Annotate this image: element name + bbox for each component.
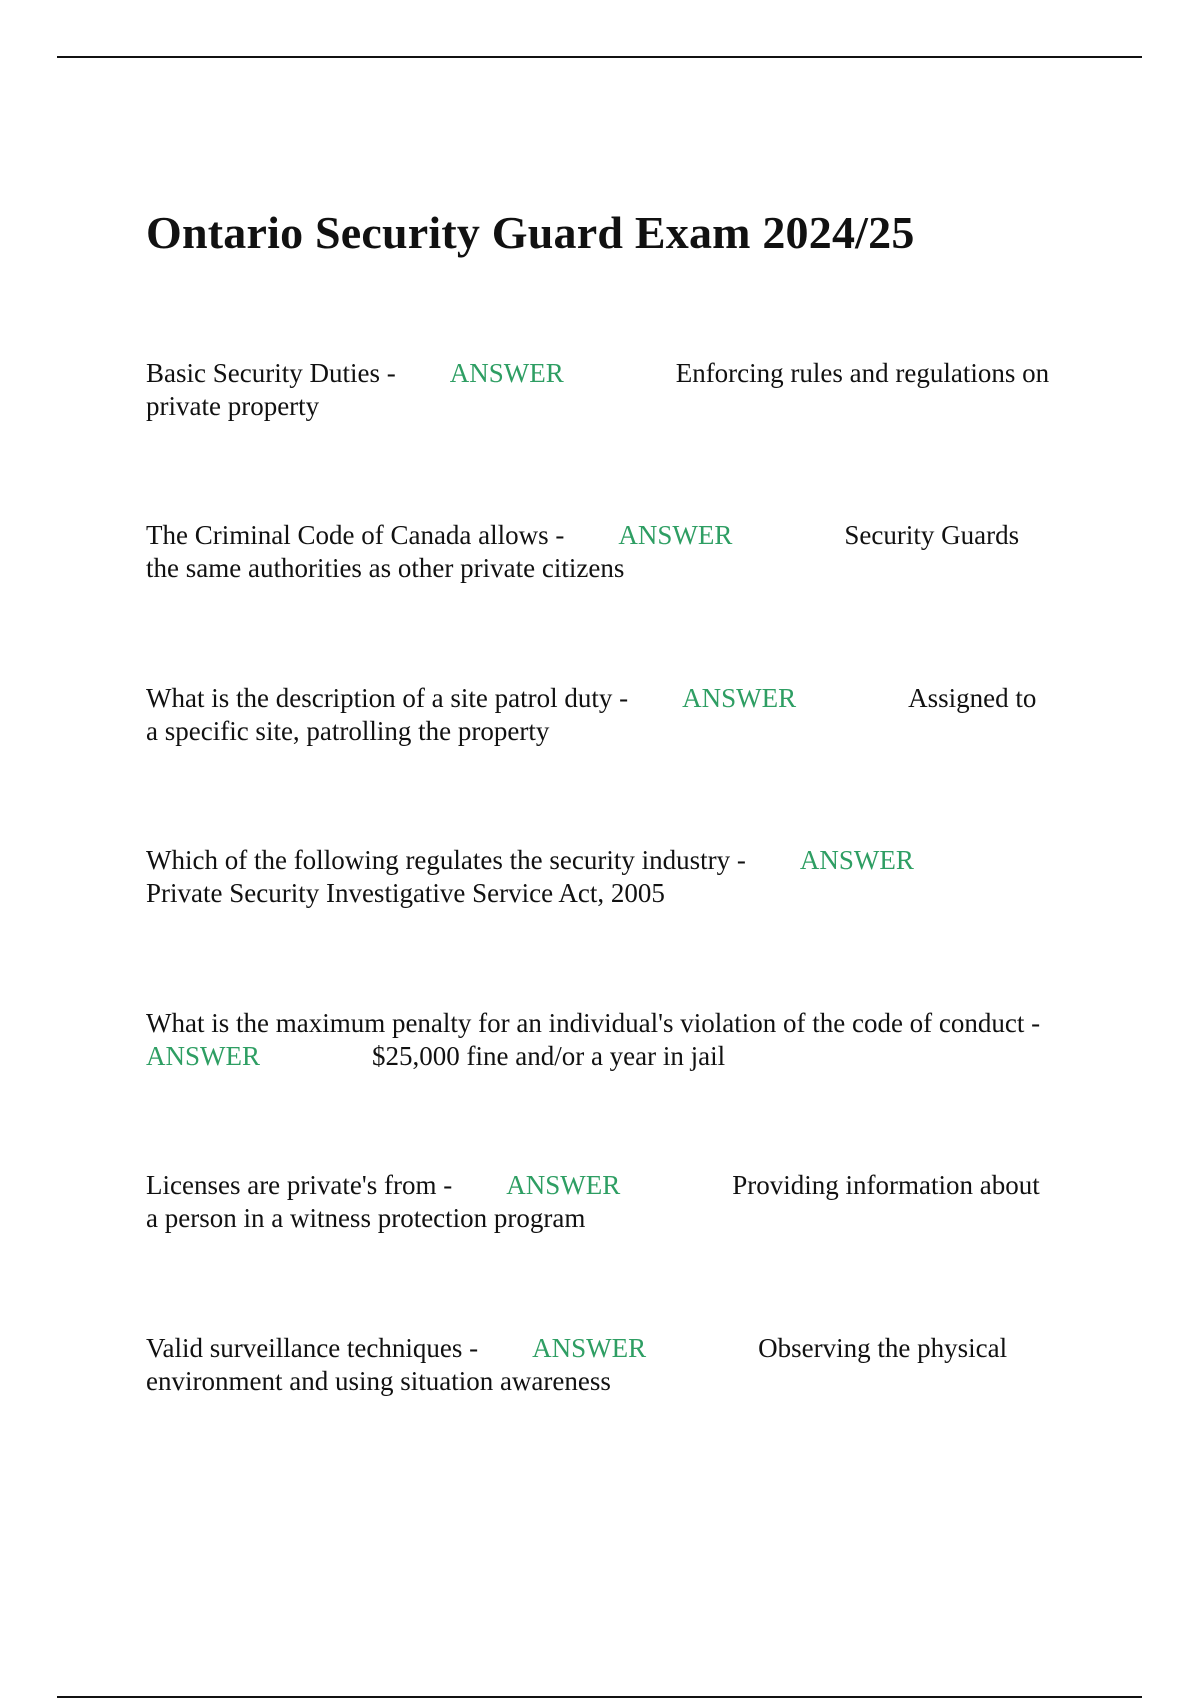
answer-continuation: private property [146, 391, 320, 421]
answer-label: ANSWER [682, 683, 797, 713]
bottom-rule [57, 1696, 1142, 1698]
answer-continuation: the same authorities as other private citizens [146, 553, 625, 583]
answer-text: Security Guards [844, 520, 1020, 550]
qa-line-1 [146, 519, 1086, 552]
answer-text: Providing information about [732, 1170, 1040, 1200]
answer-text: Assigned to [908, 683, 1037, 713]
answer-label: ANSWER [506, 1170, 621, 1200]
qa-item [146, 1169, 1086, 1235]
answer-label: ANSWER [618, 520, 733, 550]
page-title: Ontario Security Guard Exam 2024/25 [146, 207, 915, 258]
question-text: Which of the following regulates the security industry - [146, 845, 746, 875]
qa-item [146, 844, 1086, 910]
qa-item [146, 1332, 1086, 1398]
question-text: What is the description of a site patrol duty - [146, 683, 629, 713]
answer-continuation: environment and using situation awareness [146, 1366, 611, 1396]
question-text: Basic Security Duties - [146, 358, 396, 388]
qa-item [146, 357, 1086, 423]
answer-label: ANSWER [449, 358, 564, 388]
qa-item [146, 1007, 1086, 1073]
qa-line-2 [146, 1040, 1086, 1073]
answer-continuation: Private Security Investigative Service Act, 2005 [146, 878, 665, 908]
qa-line-1 [146, 844, 1086, 877]
qa-line-1 [146, 357, 1086, 390]
answer-label: ANSWER [532, 1333, 647, 1363]
qa-line-1 [146, 682, 1086, 715]
answer-continuation: a specific site, patrolling the property [146, 716, 550, 746]
answer-label: ANSWER [799, 845, 914, 875]
answer-text: Enforcing rules and regulations on [675, 358, 1050, 388]
answer-text: $25,000 fine and/or a year in jail [372, 1041, 726, 1071]
top-rule [57, 56, 1142, 58]
qa-line-1 [146, 1169, 1086, 1202]
qa-line-1 [146, 1332, 1086, 1365]
question-line: What is the maximum penalty for an individual's violation of the code of conduct - [146, 1008, 1041, 1038]
question-text: The Criminal Code of Canada allows - [146, 520, 565, 550]
qa-item [146, 519, 1086, 585]
answer-continuation: a person in a witness protection program [146, 1203, 586, 1233]
answer-label: ANSWER [146, 1041, 260, 1071]
question-text: Valid surveillance techniques - [146, 1333, 479, 1363]
question-text: Licenses are private's from - [146, 1170, 453, 1200]
qa-item [146, 682, 1086, 748]
answer-text: Observing the physical [758, 1333, 1008, 1363]
